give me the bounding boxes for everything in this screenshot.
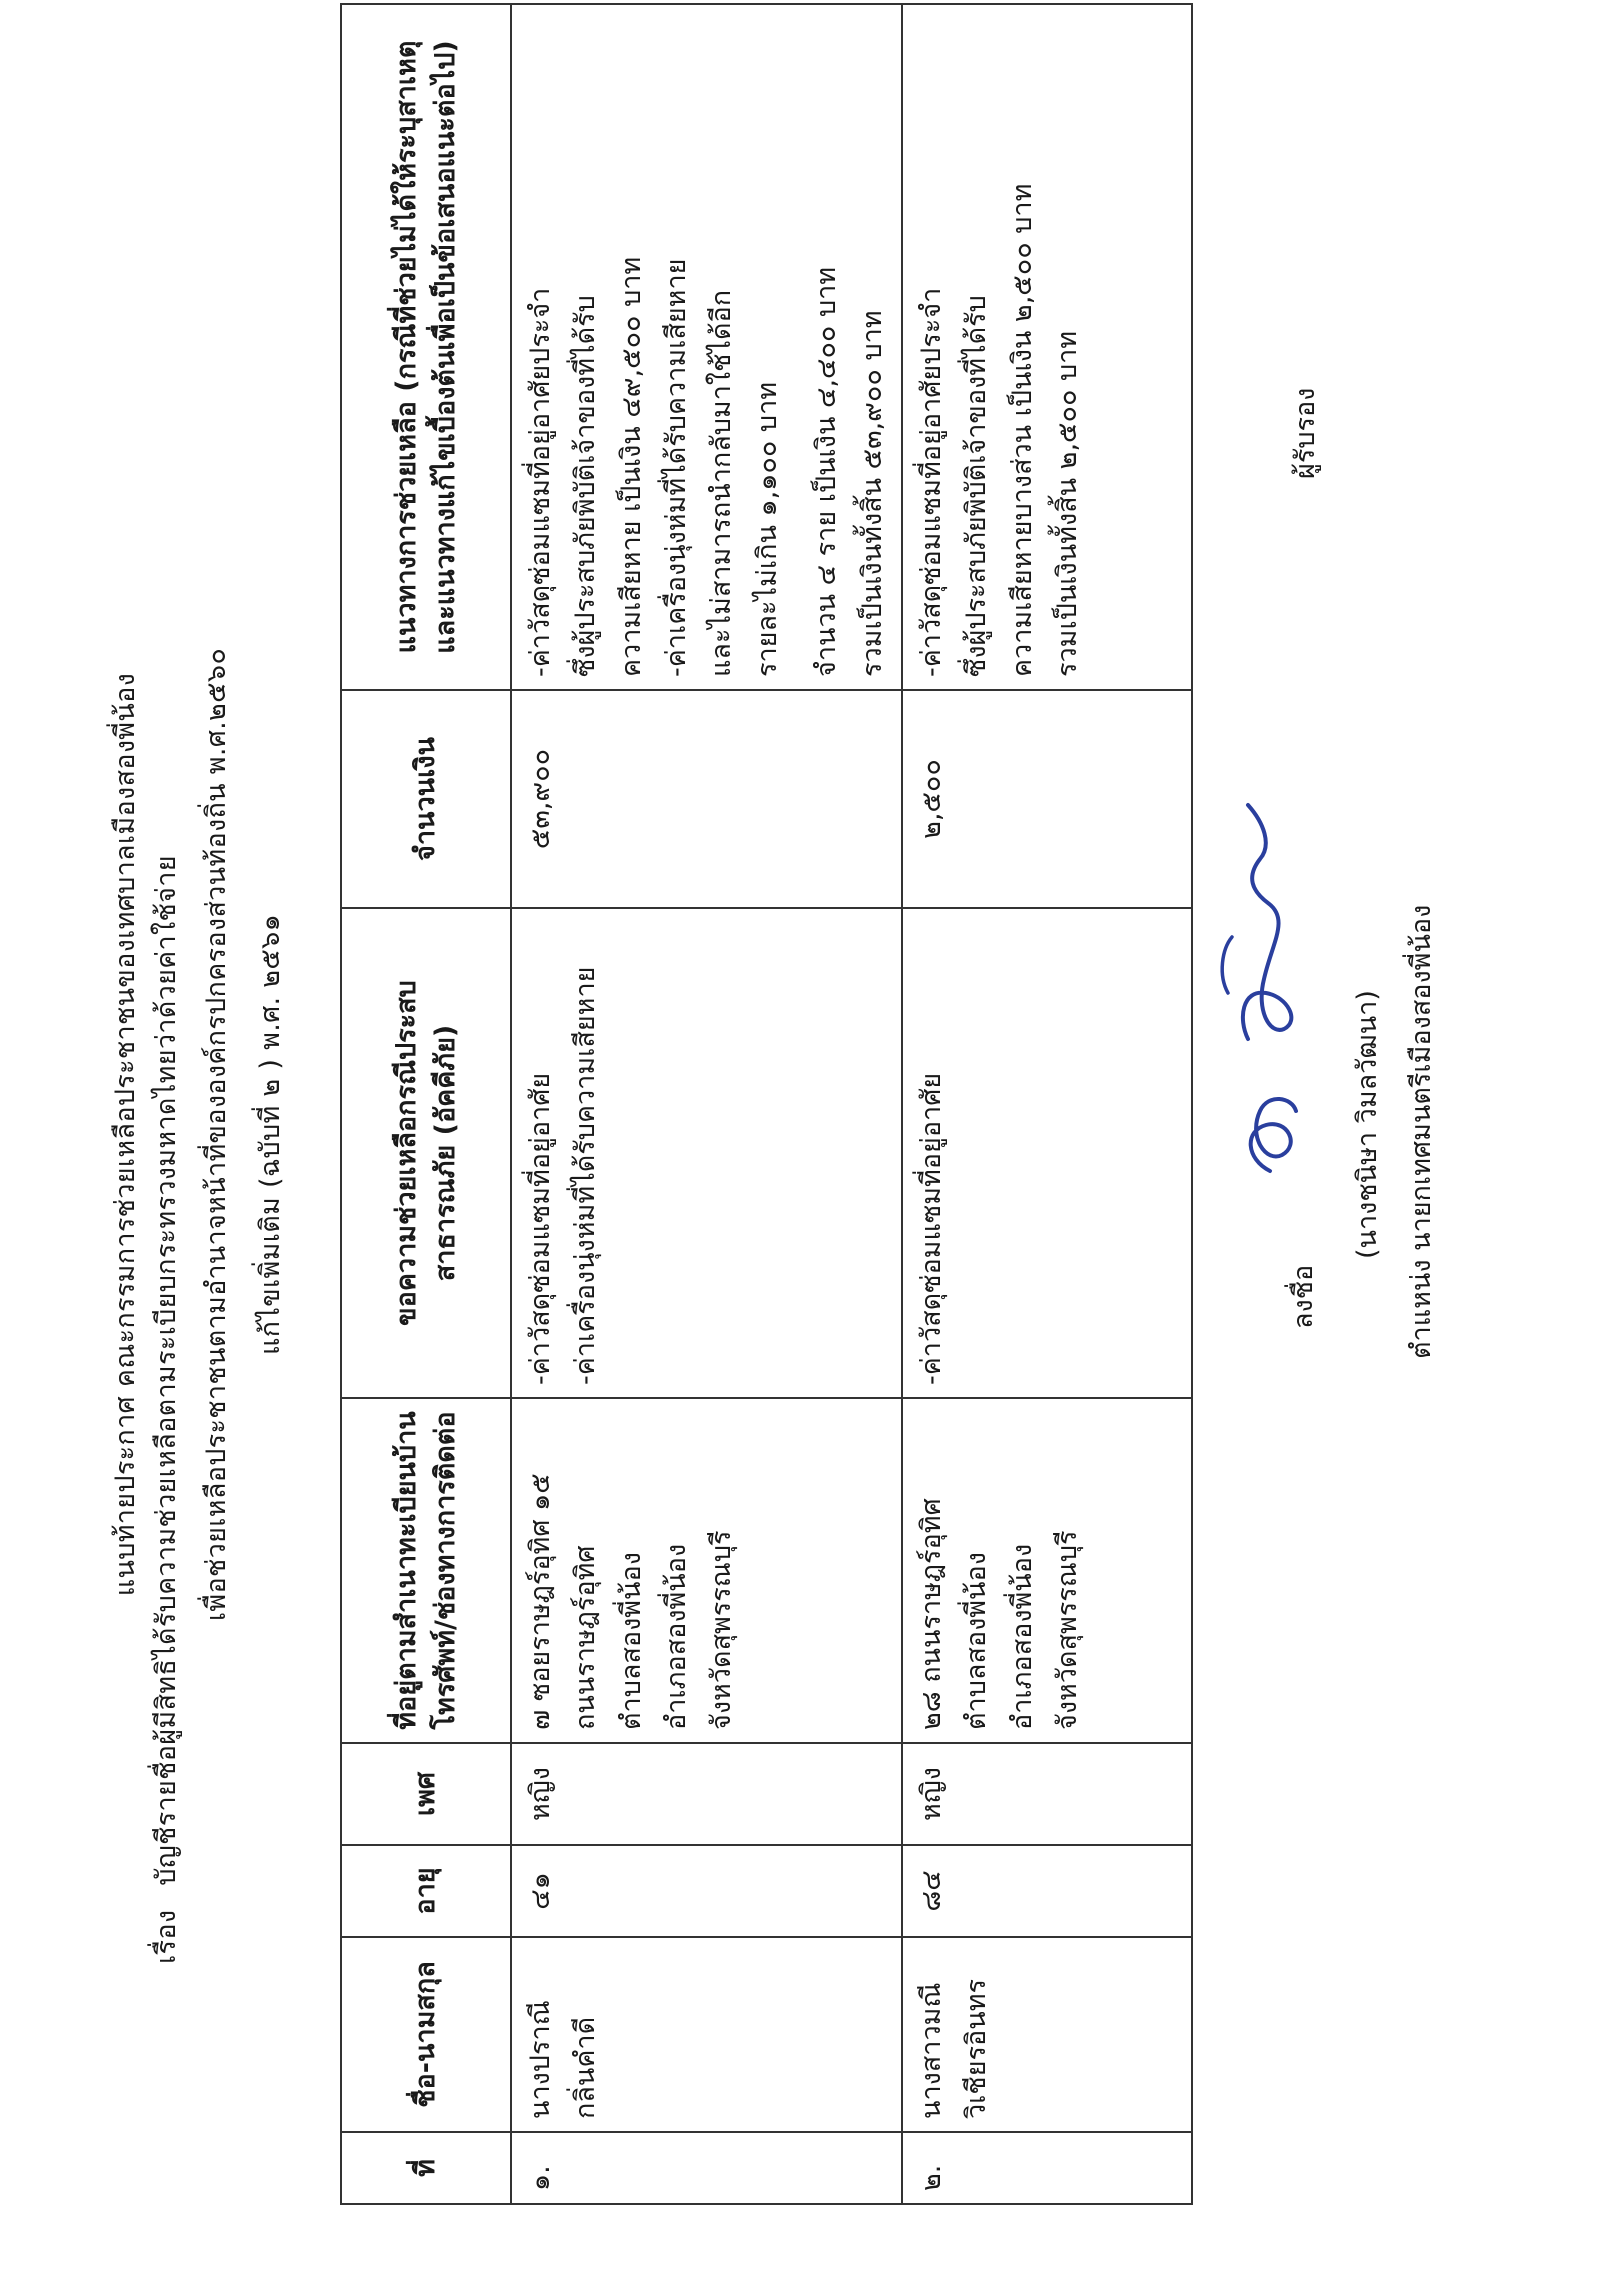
table-row <box>511 4 902 2204</box>
name-first: นางสาวมณี <box>915 1982 947 2119</box>
subject-line <box>153 44 180 2174</box>
col-header-no: ที่ <box>341 2132 511 2204</box>
guideline-line: และไม่สามารถนำกลับมาใช้ได้อีก <box>706 289 738 677</box>
amendment-line: แก้ไขเพิ่มเติม (ฉบับที่ ๒ ) พ.ศ. ๒๕๖๑ <box>255 913 286 1356</box>
address-line: ๒๘ ถนนราษฎร์อุทิศ <box>915 1498 947 1730</box>
row-amount: ๕๓,๙๐๐ <box>511 690 902 908</box>
address-line: อำเภอสองพี่น้อง <box>1006 1543 1038 1730</box>
guideline-line: ซึ่งผู้ประสบภัยพิบัติเจ้าของที่ได้รับ <box>570 295 602 677</box>
guideline-line: จำนวน ๔ ราย เป็นเงิน ๔,๔๐๐ บาท <box>811 266 843 677</box>
guideline-line: -ค่าเครื่องนุ่งห่มที่ได้รับความเสียหาย <box>661 258 693 677</box>
guideline-line: -ค่าวัสดุซ่อมแซมที่อยู่อาศัยประจำ <box>525 287 556 677</box>
announcement-line: แนบท้ายประกาศ คณะกรรมการช่วยเหลือประชาชนของเทศบาลเมืองสองพี่น้อง <box>110 672 141 1597</box>
name-first: นางปราณี <box>525 2000 556 2119</box>
row-guideline <box>511 4 902 690</box>
row-name <box>511 1937 902 2132</box>
table-row <box>902 4 1192 2204</box>
signature-label: ลงชื่อ <box>1288 1264 1319 1329</box>
row-age: ๔๑ <box>511 1845 902 1937</box>
row-no: ๑. <box>511 2132 902 2204</box>
regulation-line: เพื่อช่วยเหลือประชาชนตามอำนาจหน้าที่ขององค์กรปกครองส่วนท้องถิ่น พ.ศ.๒๕๖๐ <box>201 647 232 1622</box>
row-sex: หญิง <box>902 1743 1192 1845</box>
signature-stroke <box>1222 937 1232 993</box>
signatory-position: ตำแหน่ง นายกเทศมนตรีเมืองสองพี่น้อง <box>1406 904 1437 1359</box>
row-request <box>902 908 1192 1398</box>
col-header-name: ชื่อ-นามสกุล <box>341 1937 511 2132</box>
signatory-name: (นางชนิษา วิมลวัฒนา) <box>1352 990 1383 1259</box>
guideline-line: ความเสียหายบางส่วน เป็นเงิน ๒,๕๐๐ บาท <box>1006 183 1038 677</box>
address-line: ตำบลสองพี่น้อง <box>961 1552 993 1730</box>
recipients-table <box>340 3 1193 2205</box>
address-line: อำเภอสองพี่น้อง <box>661 1543 693 1730</box>
col-header-request: ขอความช่วยเหลือกรณีประสบสาธารณภัย (อัคคีภัย) <box>341 908 511 1398</box>
col-header-address: ที่อยู่ตามสำเนาทะเบียนบ้าน โทรศัพท์/ช่องทางการติดต่อ <box>341 1398 511 1743</box>
row-age: ๘๔ <box>902 1845 1192 1937</box>
address-line: ถนนราษฎร์อุทิศ <box>570 1545 602 1730</box>
guideline-line: ความเสียหาย เป็นเงิน ๔๙,๕๐๐ บาท <box>615 256 647 677</box>
col-header-amount: จำนวนเงิน <box>341 690 511 908</box>
signature-stroke <box>1251 1099 1296 1171</box>
signature-role: ผู้รับรอง <box>1290 387 1321 479</box>
request-line: -ค่าวัสดุซ่อมแซมที่อยู่อาศัย <box>915 1072 947 1385</box>
subject-text: บัญชีรายชื่อผู้มีสิทธิได้รับความช่วยเหลือตามระเบียบกระทรวงมหาดไทยว่าด้วยค่าใช้จ่าย <box>151 855 182 1886</box>
address-line: ๗ ซอยราษฎร์อุทิศ ๑๕ <box>525 1473 556 1730</box>
address-line: จังหวัดสุพรรณบุรี <box>706 1530 738 1730</box>
row-sex: หญิง <box>511 1743 902 1845</box>
guideline-line: -ค่าวัสดุซ่อมแซมที่อยู่อาศัยประจำ <box>915 287 947 677</box>
name-last: กลิ่นคำดี <box>570 2016 602 2119</box>
row-name <box>902 1937 1192 2132</box>
row-address <box>902 1398 1192 1743</box>
request-line: -ค่าวัสดุซ่อมแซมที่อยู่อาศัย <box>525 1072 556 1385</box>
name-last: วิเชียรอินทร <box>961 1978 993 2119</box>
guideline-line: ซึ่งผู้ประสบภัยพิบัติเจ้าของที่ได้รับ <box>961 295 993 677</box>
row-amount: ๒,๕๐๐ <box>902 690 1192 908</box>
handwritten-signature <box>1208 769 1318 1189</box>
row-no: ๒. <box>902 2132 1192 2204</box>
table-header-row <box>341 4 511 2204</box>
col-header-guideline: แนวทางการช่วยเหลือ (กรณีที่ช่วยไม่ได้ให้ระบุสาเหตุ และแนวทางแก้ไขเบื้องต้นเพื่อเป็นข้อเสนอแนะต่อไป) <box>341 4 511 690</box>
address-line: จังหวัดสุพรรณบุรี <box>1051 1530 1083 1730</box>
address-line: ตำบลสองพี่น้อง <box>615 1552 647 1730</box>
col-header-age: อายุ <box>341 1845 511 1937</box>
col-header-sex: เพศ <box>341 1743 511 1845</box>
row-guideline <box>902 4 1192 690</box>
subject-label: เรื่อง <box>151 1909 182 1964</box>
guideline-line: รวมเป็นเงินทั้งสิ้น ๒,๕๐๐ บาท <box>1051 330 1083 677</box>
row-address <box>511 1398 902 1743</box>
request-line: -ค่าเครื่องนุ่งห่มที่ได้รับความเสียหาย <box>570 966 602 1385</box>
guideline-line: รายละไม่เกิน ๑,๑๐๐ บาท <box>751 381 783 677</box>
guideline-line: รวมเป็นเงินทั้งสิ้น ๕๓,๙๐๐ บาท <box>856 310 888 677</box>
signature-stroke <box>1243 805 1291 1039</box>
row-request <box>511 908 902 1398</box>
